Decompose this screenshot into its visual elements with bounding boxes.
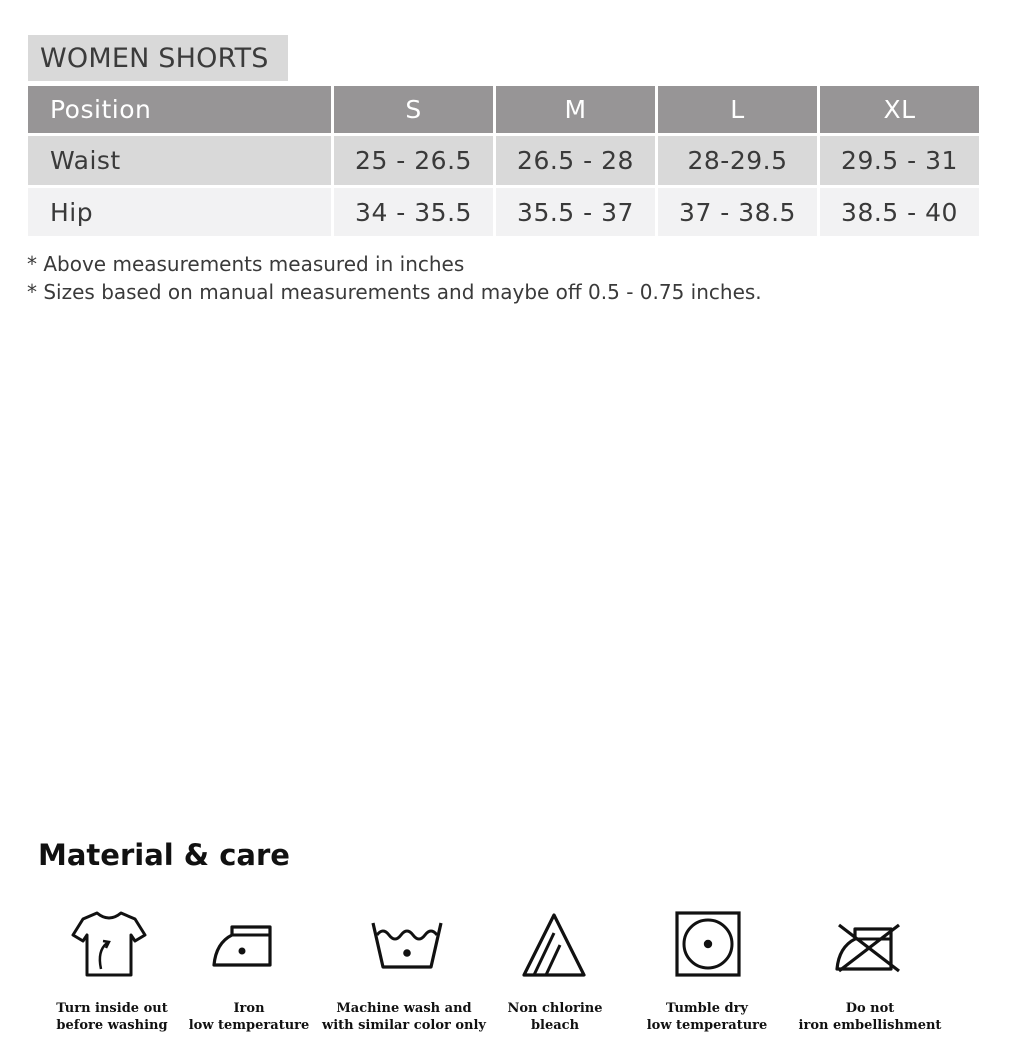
table-cell: 29.5 - 31: [820, 136, 979, 185]
size-chart-title: WOMEN SHORTS: [28, 35, 288, 81]
row-label: Waist: [28, 136, 331, 185]
care-label-do-not-iron: Do not iron embellishment: [798, 1001, 942, 1033]
care-label-iron-low: Iron low temperature: [188, 1001, 310, 1033]
care-label-tumble-dry-low: Tumble dry low temperature: [646, 1001, 768, 1033]
header-size-m: M: [496, 86, 655, 133]
header-size-l: L: [658, 86, 817, 133]
care-label-turn-inside-out: Turn inside out before washing: [56, 1001, 168, 1033]
table-header-row: [28, 86, 979, 133]
care-heading: Material & care: [38, 838, 290, 872]
table-row-waist: [28, 136, 979, 185]
table-cell: 25 - 26.5: [334, 136, 493, 185]
table-cell: 37 - 38.5: [658, 188, 817, 236]
tumble-dry-low-icon: [623, 905, 793, 981]
header-position: Position: [28, 86, 331, 133]
table-cell: 34 - 35.5: [334, 188, 493, 236]
care-label-machine-wash: Machine wash and with similar color only: [322, 1001, 486, 1033]
table-row-hip: [28, 188, 979, 236]
iron-low-icon: [165, 905, 335, 981]
header-size-s: S: [334, 86, 493, 133]
measurement-notes: [27, 250, 762, 306]
size-chart-table: [25, 83, 982, 239]
machine-wash-icon: [322, 905, 492, 981]
table-cell: 26.5 - 28: [496, 136, 655, 185]
note-line: * Above measurements measured in inches: [27, 252, 465, 276]
non-chlorine-bleach-icon: [469, 905, 639, 981]
table-cell: 35.5 - 37: [496, 188, 655, 236]
table-cell: 28-29.5: [658, 136, 817, 185]
note-line: * Sizes based on manual measurements and maybe off 0.5 - 0.75 inches.: [27, 280, 762, 304]
table-cell: 38.5 - 40: [820, 188, 979, 236]
header-size-xl: XL: [820, 86, 979, 133]
do-not-iron-icon: [784, 905, 954, 981]
row-label: Hip: [28, 188, 331, 236]
care-label-non-chlorine-bleach: Non chlorine bleach: [507, 1001, 603, 1033]
